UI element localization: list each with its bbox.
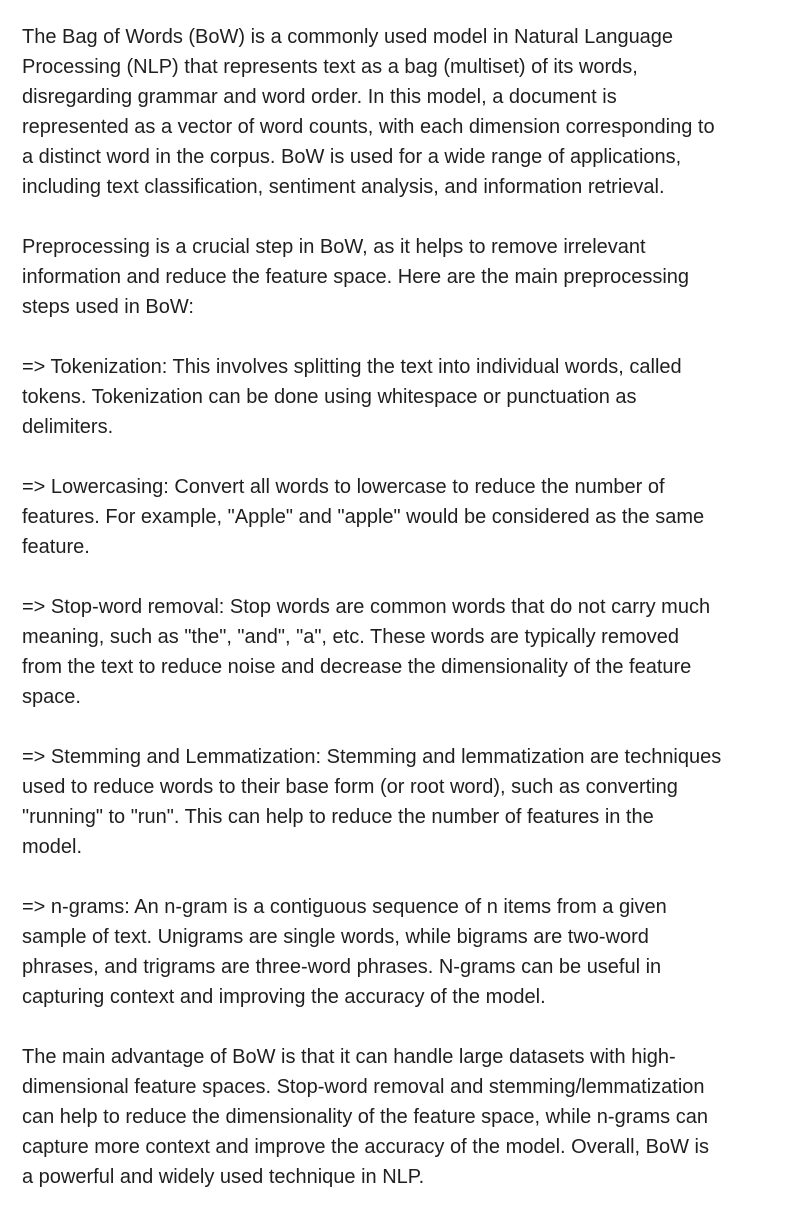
paragraph-stemming-lemmatization	[22, 742, 787, 862]
text-line: The Bag of Words (BoW) is a commonly used model in Natural Language	[22, 26, 674, 48]
text-line: The main advantage of BoW is that it can handle large datasets with high-	[22, 1046, 676, 1068]
text-line: feature.	[22, 536, 90, 558]
text-line: a powerful and widely used technique in NLP.	[22, 1166, 425, 1188]
paragraph-stop-word-removal	[22, 592, 787, 712]
text-line: can help to reduce the dimensionality of the feature space, while n-grams can	[22, 1106, 708, 1128]
text-line: Processing (NLP) that represents text as a bag (multiset) of its words,	[22, 56, 638, 78]
text-line: phrases, and trigrams are three-word phrases. N-grams can be useful in	[22, 956, 662, 978]
text-line: tokens. Tokenization can be done using whitespace or punctuation as	[22, 386, 637, 408]
text-line: dimensional feature spaces. Stop-word removal and stemming/lemmatization	[22, 1076, 705, 1098]
text-line: "running" to "run". This can help to reduce the number of features in the	[22, 806, 654, 828]
text-line: capture more context and improve the accuracy of the model. Overall, BoW is	[22, 1136, 709, 1158]
text-line: => Tokenization: This involves splitting the text into individual words, called	[22, 356, 682, 378]
document-body	[22, 22, 787, 1222]
text-line: used to reduce words to their base form (or root word), such as converting	[22, 776, 678, 798]
text-line: from the text to reduce noise and decrease the dimensionality of the feature	[22, 656, 692, 678]
paragraph-preprocessing	[22, 232, 787, 322]
text-line: disregarding grammar and word order. In this model, a document is	[22, 86, 617, 108]
text-line: meaning, such as "the", "and", "a", etc. These words are typically removed	[22, 626, 679, 648]
paragraph-intro	[22, 22, 787, 202]
paragraph-conclusion	[22, 1042, 787, 1192]
text-line: model.	[22, 836, 83, 858]
text-line: capturing context and improving the accuracy of the model.	[22, 986, 546, 1008]
text-line: => n-grams: An n-gram is a contiguous sequence of n items from a given	[22, 896, 667, 918]
text-line: features. For example, "Apple" and "apple" would be considered as the same	[22, 506, 705, 528]
text-line: => Stemming and Lemmatization: Stemming and lemmatization are techniques	[22, 746, 722, 768]
text-line: information and reduce the feature space. Here are the main preprocessing	[22, 266, 690, 288]
text-line: space.	[22, 686, 81, 708]
text-line: a distinct word in the corpus. BoW is used for a wide range of applications,	[22, 146, 682, 168]
text-line: Preprocessing is a crucial step in BoW, as it helps to remove irrelevant	[22, 236, 646, 258]
text-line: delimiters.	[22, 416, 114, 438]
text-line: => Stop-word removal: Stop words are common words that do not carry much	[22, 596, 711, 618]
text-line: sample of text. Unigrams are single words, while bigrams are two-word	[22, 926, 649, 948]
text-line: => Lowercasing: Convert all words to lowercase to reduce the number of	[22, 476, 665, 498]
text-line: including text classification, sentiment analysis, and information retrieval.	[22, 176, 665, 198]
paragraph-lowercasing	[22, 472, 787, 562]
text-line: represented as a vector of word counts, with each dimension corresponding to	[22, 116, 715, 138]
paragraph-tokenization	[22, 352, 787, 442]
text-line: steps used in BoW:	[22, 296, 194, 318]
paragraph-n-grams	[22, 892, 787, 1012]
